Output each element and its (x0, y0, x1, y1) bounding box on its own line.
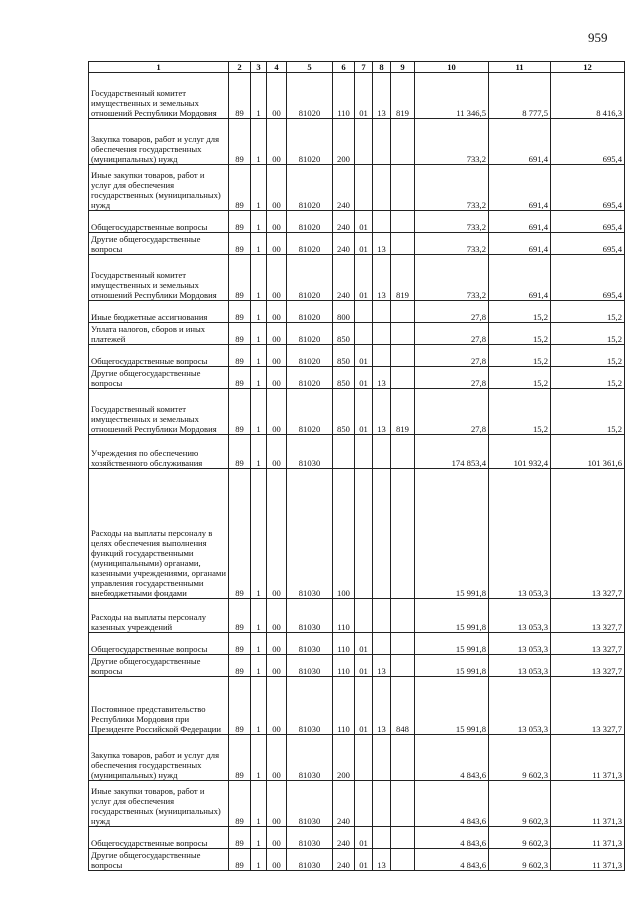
cell-col-5: 81030 (287, 677, 333, 735)
cell-col-10: 174 853,4 (415, 435, 489, 469)
cell-col-7: 01 (355, 677, 373, 735)
cell-col-8: 13 (373, 73, 391, 119)
cell-col-4: 00 (267, 827, 287, 849)
cell-col-8 (373, 735, 391, 781)
cell-col-11: 691,4 (489, 211, 551, 233)
cell-col-2: 89 (229, 849, 251, 871)
cell-col-6: 100 (333, 469, 355, 599)
cell-col-11: 691,4 (489, 255, 551, 301)
cell-col-5: 81030 (287, 633, 333, 655)
cell-col-5: 81020 (287, 389, 333, 435)
cell-col-9 (391, 735, 415, 781)
cell-col-12: 695,4 (551, 255, 625, 301)
cell-col-9 (391, 469, 415, 599)
cell-col-2: 89 (229, 633, 251, 655)
cell-col-8: 13 (373, 655, 391, 677)
cell-col-10: 4 843,6 (415, 735, 489, 781)
row-name-cell: Общегосударственные вопросы (89, 345, 229, 367)
row-name-cell: Государственный комитет имущественных и земельных отношений Республики Мордовия (89, 255, 229, 301)
cell-col-11: 9 602,3 (489, 849, 551, 871)
cell-col-12: 15,2 (551, 367, 625, 389)
cell-col-3: 1 (251, 389, 267, 435)
cell-col-6: 110 (333, 655, 355, 677)
row-name-cell: Закупка товаров, работ и услуг для обеспечения государственных (муниципальных) нужд (89, 735, 229, 781)
cell-col-10: 733,2 (415, 119, 489, 165)
row-name-cell: Другие общегосударственные вопросы (89, 233, 229, 255)
cell-col-3: 1 (251, 599, 267, 633)
cell-col-3: 1 (251, 435, 267, 469)
cell-col-9 (391, 233, 415, 255)
cell-col-2: 89 (229, 345, 251, 367)
cell-col-3: 1 (251, 849, 267, 871)
cell-col-11: 9 602,3 (489, 735, 551, 781)
cell-col-9 (391, 323, 415, 345)
cell-col-6: 800 (333, 301, 355, 323)
cell-col-3: 1 (251, 211, 267, 233)
cell-col-8 (373, 301, 391, 323)
cell-col-6: 240 (333, 211, 355, 233)
table-row (89, 211, 625, 233)
cell-col-2: 89 (229, 367, 251, 389)
cell-col-4: 00 (267, 73, 287, 119)
cell-col-8 (373, 211, 391, 233)
column-header-10: 10 (415, 62, 489, 73)
cell-col-10: 15 991,8 (415, 469, 489, 599)
cell-col-4: 00 (267, 367, 287, 389)
column-header-1: 1 (89, 62, 229, 73)
cell-col-12: 15,2 (551, 301, 625, 323)
row-name-cell: Другие общегосударственные вопросы (89, 849, 229, 871)
cell-col-7: 01 (355, 367, 373, 389)
cell-col-7 (355, 735, 373, 781)
cell-col-7 (355, 301, 373, 323)
cell-col-11: 13 053,3 (489, 655, 551, 677)
table-row (89, 849, 625, 871)
row-name-cell: Государственный комитет имущественных и земельных отношений Республики Мордовия (89, 73, 229, 119)
table-row (89, 827, 625, 849)
cell-col-2: 89 (229, 599, 251, 633)
row-name-cell: Учреждения по обеспечению хозяйственного обслуживания (89, 435, 229, 469)
cell-col-3: 1 (251, 367, 267, 389)
cell-col-9 (391, 165, 415, 211)
cell-col-8: 13 (373, 255, 391, 301)
cell-col-12: 695,4 (551, 165, 625, 211)
cell-col-6: 850 (333, 389, 355, 435)
table-row (89, 435, 625, 469)
row-name-cell: Иные закупки товаров, работ и услуг для обеспечения государственных (муниципальных) нужд (89, 165, 229, 211)
cell-col-6: 240 (333, 849, 355, 871)
cell-col-5: 81030 (287, 599, 333, 633)
column-header-5: 5 (287, 62, 333, 73)
cell-col-8 (373, 323, 391, 345)
cell-col-8 (373, 119, 391, 165)
cell-col-10: 15 991,8 (415, 599, 489, 633)
cell-col-4: 00 (267, 435, 287, 469)
column-header-7: 7 (355, 62, 373, 73)
cell-col-2: 89 (229, 469, 251, 599)
cell-col-10: 4 843,6 (415, 781, 489, 827)
cell-col-2: 89 (229, 233, 251, 255)
cell-col-3: 1 (251, 677, 267, 735)
cell-col-11: 691,4 (489, 165, 551, 211)
row-name-cell: Уплата налогов, сборов и иных платежей (89, 323, 229, 345)
cell-col-3: 1 (251, 827, 267, 849)
cell-col-10: 27,8 (415, 323, 489, 345)
table-row (89, 301, 625, 323)
cell-col-3: 1 (251, 301, 267, 323)
cell-col-10: 4 843,6 (415, 827, 489, 849)
cell-col-12: 15,2 (551, 389, 625, 435)
cell-col-6: 240 (333, 781, 355, 827)
cell-col-8 (373, 827, 391, 849)
cell-col-12: 8 416,3 (551, 73, 625, 119)
table-row (89, 367, 625, 389)
cell-col-4: 00 (267, 633, 287, 655)
cell-col-7: 01 (355, 827, 373, 849)
cell-col-12: 11 371,3 (551, 781, 625, 827)
table-row (89, 677, 625, 735)
cell-col-7: 01 (355, 73, 373, 119)
column-header-2: 2 (229, 62, 251, 73)
cell-col-5: 81030 (287, 849, 333, 871)
table-row (89, 165, 625, 211)
cell-col-4: 00 (267, 345, 287, 367)
cell-col-5: 81030 (287, 735, 333, 781)
table-row (89, 655, 625, 677)
page-number: 959 (588, 30, 608, 45)
cell-col-3: 1 (251, 633, 267, 655)
cell-col-8 (373, 469, 391, 599)
table-row (89, 599, 625, 633)
column-header-6: 6 (333, 62, 355, 73)
cell-col-7: 01 (355, 255, 373, 301)
cell-col-3: 1 (251, 165, 267, 211)
cell-col-3: 1 (251, 655, 267, 677)
cell-col-3: 1 (251, 345, 267, 367)
table-row (89, 633, 625, 655)
table-row (89, 469, 625, 599)
row-name-cell: Иные бюджетные ассигнования (89, 301, 229, 323)
row-name-cell: Другие общегосударственные вопросы (89, 367, 229, 389)
column-header-8: 8 (373, 62, 391, 73)
column-header-4: 4 (267, 62, 287, 73)
cell-col-6: 110 (333, 677, 355, 735)
row-name-cell: Закупка товаров, работ и услуг для обеспечения государственных (муниципальных) нужд (89, 119, 229, 165)
cell-col-8: 13 (373, 367, 391, 389)
cell-col-6: 850 (333, 345, 355, 367)
cell-col-7 (355, 469, 373, 599)
table-row (89, 323, 625, 345)
cell-col-5: 81020 (287, 323, 333, 345)
cell-col-11: 8 777,5 (489, 73, 551, 119)
cell-col-10: 27,8 (415, 367, 489, 389)
cell-col-4: 00 (267, 599, 287, 633)
table-row (89, 345, 625, 367)
cell-col-4: 00 (267, 849, 287, 871)
cell-col-9 (391, 301, 415, 323)
column-header-9: 9 (391, 62, 415, 73)
cell-col-8 (373, 435, 391, 469)
column-header-11: 11 (489, 62, 551, 73)
cell-col-9: 848 (391, 677, 415, 735)
cell-col-7: 01 (355, 849, 373, 871)
cell-col-9 (391, 367, 415, 389)
cell-col-8: 13 (373, 233, 391, 255)
cell-col-9 (391, 781, 415, 827)
cell-col-7 (355, 323, 373, 345)
row-name-cell: Расходы на выплаты персоналу в целях обеспечения выполнения функций государственными (муниципальными) органами, казенными учреждениями, органами управления государственными внебюджетными фондами (89, 469, 229, 599)
cell-col-10: 733,2 (415, 165, 489, 211)
table-row (89, 389, 625, 435)
cell-col-12: 13 327,7 (551, 599, 625, 633)
cell-col-10: 27,8 (415, 345, 489, 367)
row-name-cell: Иные закупки товаров, работ и услуг для обеспечения государственных (муниципальных) нужд (89, 781, 229, 827)
cell-col-4: 00 (267, 389, 287, 435)
cell-col-5: 81020 (287, 255, 333, 301)
cell-col-11: 101 932,4 (489, 435, 551, 469)
cell-col-8: 13 (373, 389, 391, 435)
cell-col-4: 00 (267, 255, 287, 301)
cell-col-10: 733,2 (415, 255, 489, 301)
cell-col-2: 89 (229, 781, 251, 827)
cell-col-12: 11 371,3 (551, 827, 625, 849)
cell-col-9: 819 (391, 255, 415, 301)
cell-col-12: 13 327,7 (551, 655, 625, 677)
cell-col-5: 81030 (287, 655, 333, 677)
cell-col-5: 81030 (287, 827, 333, 849)
cell-col-10: 15 991,8 (415, 655, 489, 677)
cell-col-12: 11 371,3 (551, 735, 625, 781)
cell-col-6: 240 (333, 233, 355, 255)
cell-col-5: 81020 (287, 345, 333, 367)
cell-col-11: 15,2 (489, 345, 551, 367)
cell-col-11: 691,4 (489, 233, 551, 255)
cell-col-6: 110 (333, 633, 355, 655)
cell-col-3: 1 (251, 469, 267, 599)
cell-col-7: 01 (355, 211, 373, 233)
cell-col-11: 13 053,3 (489, 599, 551, 633)
cell-col-4: 00 (267, 677, 287, 735)
cell-col-3: 1 (251, 73, 267, 119)
cell-col-2: 89 (229, 211, 251, 233)
cell-col-11: 13 053,3 (489, 469, 551, 599)
cell-col-2: 89 (229, 827, 251, 849)
cell-col-2: 89 (229, 323, 251, 345)
cell-col-4: 00 (267, 233, 287, 255)
cell-col-5: 81020 (287, 233, 333, 255)
cell-col-9 (391, 599, 415, 633)
cell-col-5: 81020 (287, 165, 333, 211)
cell-col-7: 01 (355, 389, 373, 435)
cell-col-4: 00 (267, 735, 287, 781)
cell-col-6: 240 (333, 255, 355, 301)
cell-col-12: 13 327,7 (551, 633, 625, 655)
cell-col-11: 691,4 (489, 119, 551, 165)
cell-col-7 (355, 119, 373, 165)
cell-col-11: 13 053,3 (489, 633, 551, 655)
cell-col-11: 15,2 (489, 301, 551, 323)
column-header-12: 12 (551, 62, 625, 73)
cell-col-8 (373, 599, 391, 633)
cell-col-11: 13 053,3 (489, 677, 551, 735)
cell-col-7 (355, 165, 373, 211)
cell-col-4: 00 (267, 469, 287, 599)
cell-col-9 (391, 827, 415, 849)
cell-col-9 (391, 849, 415, 871)
cell-col-4: 00 (267, 165, 287, 211)
table-row (89, 255, 625, 301)
cell-col-5: 81020 (287, 119, 333, 165)
cell-col-5: 81020 (287, 73, 333, 119)
cell-col-5: 81030 (287, 781, 333, 827)
cell-col-2: 89 (229, 735, 251, 781)
cell-col-5: 81030 (287, 469, 333, 599)
cell-col-10: 27,8 (415, 389, 489, 435)
cell-col-10: 733,2 (415, 233, 489, 255)
cell-col-3: 1 (251, 323, 267, 345)
row-name-cell: Другие общегосударственные вопросы (89, 655, 229, 677)
table-row (89, 781, 625, 827)
cell-col-8: 13 (373, 849, 391, 871)
table-row (89, 119, 625, 165)
cell-col-12: 101 361,6 (551, 435, 625, 469)
cell-col-10: 4 843,6 (415, 849, 489, 871)
cell-col-2: 89 (229, 435, 251, 469)
table-row (89, 73, 625, 119)
cell-col-4: 00 (267, 781, 287, 827)
cell-col-7: 01 (355, 233, 373, 255)
cell-col-6: 850 (333, 367, 355, 389)
cell-col-5: 81030 (287, 435, 333, 469)
row-name-cell: Общегосударственные вопросы (89, 211, 229, 233)
cell-col-12: 15,2 (551, 323, 625, 345)
cell-col-6: 240 (333, 827, 355, 849)
cell-col-9 (391, 119, 415, 165)
cell-col-10: 733,2 (415, 211, 489, 233)
row-name-cell: Расходы на выплаты персоналу казенных учреждений (89, 599, 229, 633)
cell-col-12: 15,2 (551, 345, 625, 367)
cell-col-7: 01 (355, 633, 373, 655)
cell-col-2: 89 (229, 389, 251, 435)
cell-col-3: 1 (251, 735, 267, 781)
cell-col-2: 89 (229, 165, 251, 211)
cell-col-2: 89 (229, 255, 251, 301)
cell-col-3: 1 (251, 119, 267, 165)
column-header-3: 3 (251, 62, 267, 73)
cell-col-12: 13 327,7 (551, 677, 625, 735)
cell-col-3: 1 (251, 255, 267, 301)
cell-col-11: 15,2 (489, 323, 551, 345)
cell-col-7: 01 (355, 655, 373, 677)
cell-col-6: 200 (333, 735, 355, 781)
cell-col-8 (373, 781, 391, 827)
cell-col-11: 9 602,3 (489, 781, 551, 827)
cell-col-5: 81020 (287, 367, 333, 389)
cell-col-6: 850 (333, 323, 355, 345)
cell-col-4: 00 (267, 323, 287, 345)
row-name-cell: Общегосударственные вопросы (89, 827, 229, 849)
cell-col-7 (355, 435, 373, 469)
cell-col-2: 89 (229, 677, 251, 735)
cell-col-12: 695,4 (551, 119, 625, 165)
cell-col-8 (373, 345, 391, 367)
table-header-row (89, 62, 625, 73)
cell-col-6: 240 (333, 165, 355, 211)
cell-col-9 (391, 211, 415, 233)
row-name-cell: Государственный комитет имущественных и земельных отношений Республики Мордовия (89, 389, 229, 435)
cell-col-6: 110 (333, 599, 355, 633)
cell-col-9 (391, 633, 415, 655)
cell-col-5: 81020 (287, 301, 333, 323)
cell-col-2: 89 (229, 655, 251, 677)
cell-col-2: 89 (229, 119, 251, 165)
cell-col-10: 11 346,5 (415, 73, 489, 119)
table-row (89, 735, 625, 781)
cell-col-8 (373, 165, 391, 211)
cell-col-4: 00 (267, 211, 287, 233)
cell-col-5: 81020 (287, 211, 333, 233)
cell-col-4: 00 (267, 119, 287, 165)
cell-col-6: 200 (333, 119, 355, 165)
cell-col-3: 1 (251, 781, 267, 827)
row-name-cell: Общегосударственные вопросы (89, 633, 229, 655)
cell-col-11: 9 602,3 (489, 827, 551, 849)
budget-table (88, 61, 625, 871)
cell-col-2: 89 (229, 73, 251, 119)
cell-col-10: 15 991,8 (415, 677, 489, 735)
cell-col-6 (333, 435, 355, 469)
cell-col-7: 01 (355, 345, 373, 367)
cell-col-7 (355, 781, 373, 827)
cell-col-9 (391, 345, 415, 367)
cell-col-4: 00 (267, 655, 287, 677)
cell-col-6: 110 (333, 73, 355, 119)
cell-col-11: 15,2 (489, 367, 551, 389)
cell-col-9: 819 (391, 73, 415, 119)
cell-col-12: 13 327,7 (551, 469, 625, 599)
cell-col-12: 11 371,3 (551, 849, 625, 871)
cell-col-7 (355, 599, 373, 633)
row-name-cell: Постоянное представительство Республики Мордовия при Президенте Российской Федерации (89, 677, 229, 735)
cell-col-4: 00 (267, 301, 287, 323)
cell-col-10: 15 991,8 (415, 633, 489, 655)
cell-col-8 (373, 633, 391, 655)
table-row (89, 233, 625, 255)
cell-col-8: 13 (373, 677, 391, 735)
cell-col-9 (391, 435, 415, 469)
cell-col-3: 1 (251, 233, 267, 255)
cell-col-10: 27,8 (415, 301, 489, 323)
cell-col-12: 695,4 (551, 211, 625, 233)
cell-col-11: 15,2 (489, 389, 551, 435)
cell-col-2: 89 (229, 301, 251, 323)
cell-col-9: 819 (391, 389, 415, 435)
cell-col-12: 695,4 (551, 233, 625, 255)
cell-col-9 (391, 655, 415, 677)
